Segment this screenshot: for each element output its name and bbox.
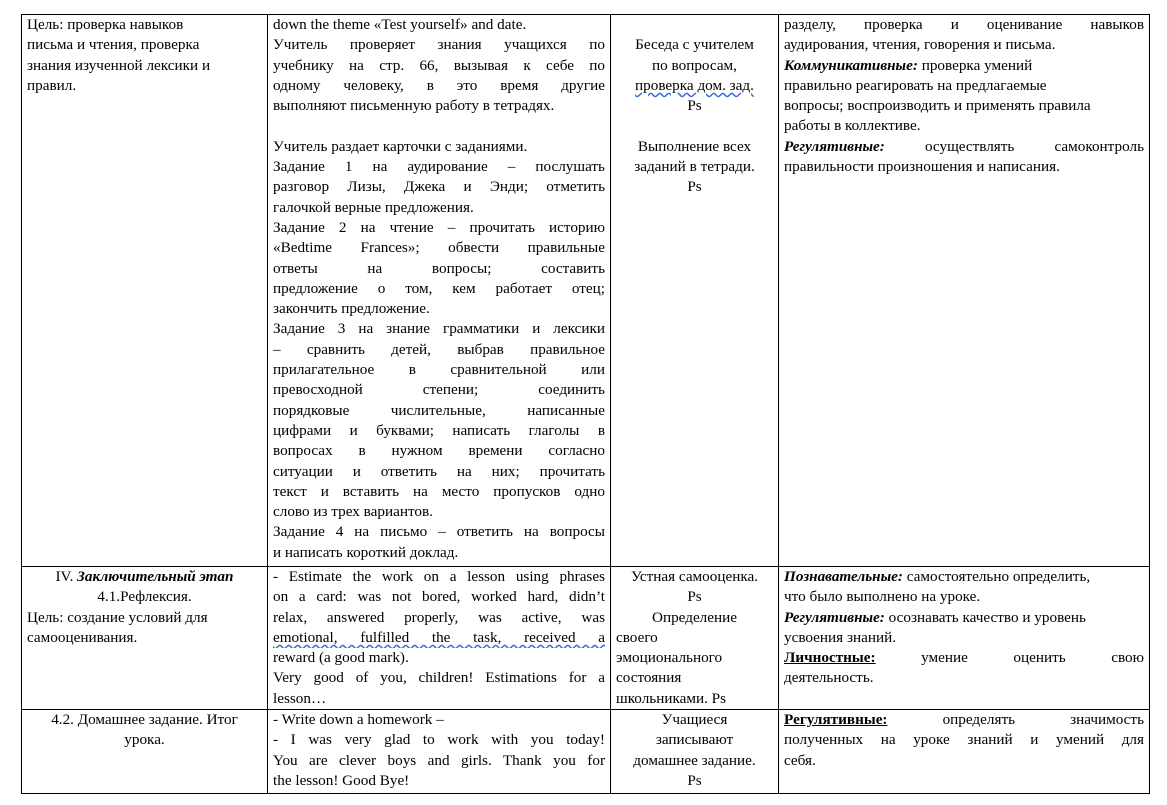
outcome-line: аудирования, чтения, говорения и письма. <box>784 36 1056 54</box>
stage-number: IV. <box>55 568 78 585</box>
outcome-line: вопросы; воспроизводить и применять правила <box>784 97 1091 115</box>
lesson-plan-table <box>21 14 1150 794</box>
outcome-text: самостоятельно определить, <box>902 568 1091 585</box>
activity-line: Задание 3 на знание грамматики и лексики <box>273 320 605 338</box>
outcome-line: что было выполнено на уроке. <box>784 588 981 606</box>
student-activity-line: Ps <box>687 771 702 789</box>
outcome-line <box>784 648 1144 668</box>
communicative-label: Коммуникативные: <box>784 56 918 74</box>
cell-student-activity <box>611 567 779 710</box>
blank-line <box>616 15 773 35</box>
cognitive-label: Познавательные: <box>784 568 903 585</box>
outcome-line: полученных на уроке знаний и умений для <box>784 731 1144 749</box>
goal-line: самооценивания. <box>27 628 138 646</box>
cell-teacher-activity <box>268 567 611 710</box>
activity-line: и написать короткий доклад. <box>273 543 459 561</box>
stage-title: урока. <box>124 731 165 749</box>
student-activity-line: своего <box>616 628 658 646</box>
student-activity-line: Выполнение всех <box>637 137 752 155</box>
activity-line: - Estimate the work on a lesson using phrases <box>273 568 605 585</box>
stage-title: 4.2. Домашнее задание. Итог <box>51 711 238 729</box>
activity-line: Учитель проверяет знания учащихся по <box>273 36 605 54</box>
goal-line: правил. <box>27 76 77 94</box>
activity-line: ситуации и ответить на них; прочитать <box>273 462 605 480</box>
student-activity-line: Устная самооценка. <box>630 568 759 585</box>
blank-line <box>616 116 773 136</box>
cell-student-activity <box>611 15 779 567</box>
activity-line: - Write down a homework – <box>273 711 444 729</box>
stage-subtitle: 4.1.Рефлексия. <box>97 588 192 606</box>
student-activity-line: эмоционального <box>616 649 723 667</box>
activity-line: lesson… <box>273 689 327 707</box>
cell-stage-goal <box>22 567 268 710</box>
activity-line: Задание 1 на аудирование – послушать <box>273 158 605 176</box>
outcome-text: осознавать качество и уровень <box>884 608 1086 626</box>
student-activity-line: Ps <box>687 178 702 196</box>
student-activity-line: школьниками. Ps <box>616 689 727 707</box>
outcome-text: осуществлять самоконтроль <box>884 137 1144 155</box>
activity-line: вопросах в нужном времени согласно <box>273 442 605 460</box>
student-activity-line: Определение <box>651 608 737 626</box>
activity-line: relax, answered properly, was active, was <box>273 608 605 626</box>
student-activity-line: по вопросам, <box>652 56 737 74</box>
outcome-text: проверка умений <box>917 56 1033 74</box>
goal-line: знания изученной лексики и <box>27 56 211 74</box>
activity-line: Учитель раздает карточки с заданиями. <box>273 137 528 155</box>
activity-line: – сравнить детей, выбрав правильное <box>273 340 605 358</box>
outcome-line <box>784 567 1144 587</box>
activity-line: «Bedtime Frances»; обвести правильные <box>273 239 605 257</box>
outcome-text: определять значимость <box>887 711 1144 729</box>
activity-line: the lesson! Good Bye! <box>273 771 410 789</box>
table-row-homework <box>22 710 1150 794</box>
outcome-line <box>784 710 1144 730</box>
stage-title <box>27 567 262 587</box>
outcome-text: умение оценить свою <box>875 649 1144 667</box>
activity-line: emotional, fulfilled the task, received a <box>273 628 605 646</box>
goal-line: письма и чтения, проверка <box>27 36 200 54</box>
activity-line: reward (a good mark). <box>273 649 409 667</box>
cell-stage-goal <box>22 15 268 567</box>
student-activity-line: Беседа с учителем <box>635 36 754 54</box>
student-activity-line: Учащиеся <box>661 711 728 729</box>
cell-teacher-activity <box>268 15 611 567</box>
activity-line: учебнику на стр. 66, вызывая к себе по <box>273 56 605 74</box>
outcome-line: усвоения знаний. <box>784 628 897 646</box>
activity-line: выполняют письменную работу в тетрадях. <box>273 97 555 115</box>
table-row-task-check <box>22 15 1150 567</box>
activity-line: on a card: was not bored, worked hard, didn’t <box>273 588 605 606</box>
student-activity-line: Ps <box>687 588 702 606</box>
activity-line: Задание 2 на чтение – прочитать историю <box>273 218 605 236</box>
outcome-line: работы в коллективе. <box>784 117 921 135</box>
activity-line: You are clever boys and girls. Thank you for <box>273 751 605 769</box>
activity-line: цифрами и буквами; написать глаголы в <box>273 421 605 439</box>
activity-line: одному человеку, в это время другие <box>273 76 605 94</box>
activity-line: Very good of you, children! Estimations for a <box>273 669 605 687</box>
outcome-line <box>784 56 1144 76</box>
activity-line: текст и вставить на место пропусков одно <box>273 482 605 500</box>
student-activity-line: состояния <box>616 669 682 687</box>
cell-teacher-activity <box>268 710 611 794</box>
outcome-line: разделу, проверка и оценивание навыков <box>784 16 1144 33</box>
student-activity-line: записывают <box>655 731 734 749</box>
outcome-line: себя. <box>784 751 816 769</box>
cell-learning-outcomes <box>779 15 1150 567</box>
activity-line: предложение о том, кем работает отец; <box>273 279 605 297</box>
activity-line: закончить предложение. <box>273 300 430 318</box>
stage-name: Заключительный этап <box>77 568 234 585</box>
cell-stage-goal <box>22 710 268 794</box>
cell-student-activity <box>611 710 779 794</box>
goal-line: Цель: создание условий для <box>27 608 208 626</box>
outcome-line <box>784 608 1144 628</box>
regulatory-label: Регулятивные: <box>784 608 885 626</box>
regulatory-label: Регулятивные: <box>784 711 888 729</box>
regulatory-label: Регулятивные: <box>784 137 885 155</box>
activity-line: разговор Лизы, Джека и Энди; отметить <box>273 178 605 196</box>
activity-line: Задание 4 на письмо – ответить на вопросы <box>273 523 605 541</box>
table-row-reflection <box>22 567 1150 710</box>
activity-line: галочкой верные предложения. <box>273 198 474 216</box>
student-activity-line: заданий в тетради. <box>634 158 755 176</box>
activity-line: - I was very glad to work with you today! <box>273 731 605 749</box>
goal-line: Цель: проверка навыков <box>27 16 184 33</box>
student-activity-line: Ps <box>687 97 702 115</box>
blank-line <box>273 116 605 136</box>
activity-line: down the theme «Test yourself» and date. <box>273 16 527 33</box>
activity-line: превосходной степени; соединить <box>273 381 605 399</box>
outcome-line: правильно реагировать на предлагаемые <box>784 76 1047 94</box>
student-activity-line: домашнее задание. <box>633 751 756 769</box>
activity-line: порядковые числительные, написанные <box>273 401 605 419</box>
personal-label: Личностные: <box>784 649 876 667</box>
outcome-line: деятельность. <box>784 669 874 687</box>
cell-learning-outcomes <box>779 567 1150 710</box>
activity-line: прилагательное в сравнительной или <box>273 361 605 379</box>
student-activity-line: проверка дом. зад. <box>635 76 754 94</box>
activity-line: ответы на вопросы; составить <box>273 259 605 277</box>
activity-line: слово из трех вариантов. <box>273 503 433 521</box>
outcome-line: правильности произношения и написания. <box>784 158 1060 176</box>
outcome-line <box>784 137 1144 157</box>
cell-learning-outcomes <box>779 710 1150 794</box>
